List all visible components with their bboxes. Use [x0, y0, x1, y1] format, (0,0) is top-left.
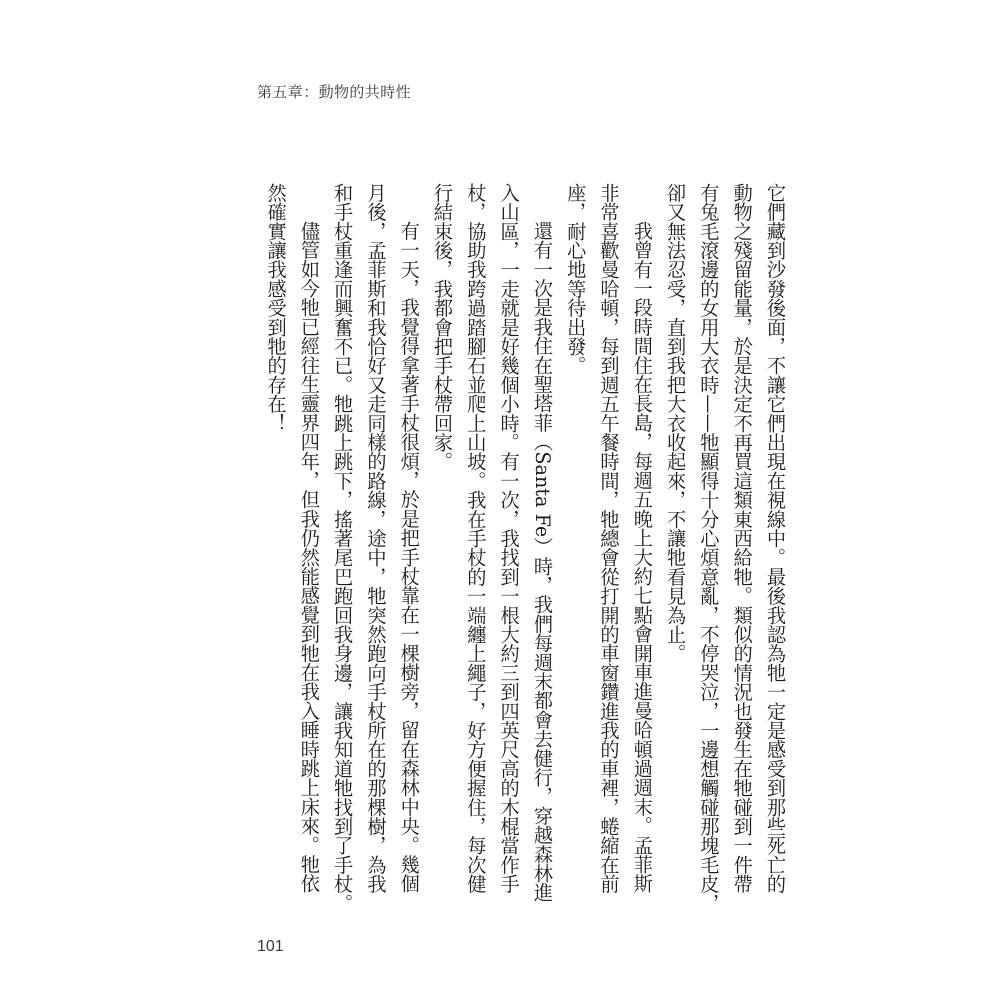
text-line: 然確實讓我感受到牠的存在！ — [264, 183, 288, 433]
text-line: 入山區，一走就是好幾個小時。有一次，我找到一根大約三到四英尺高的木棍當作手 — [497, 183, 521, 894]
body-text — [259, 183, 792, 923]
text-line: 儘管如今牠已經往生靈界四年，但我仍然能感覺到牠在我入睡時跳上床來。牠依 — [297, 221, 321, 894]
paragraph — [659, 183, 792, 923]
text-line: 它們藏到沙發後面，不讓它們出現在視線中。最後我認為牠一定是感受到那些死亡的 — [764, 183, 787, 894]
text-line: 杖，協助我跨過踏腳石並爬上山坡。我在手杖的一端纏上繩子，好方便握住，每次健 — [464, 183, 488, 894]
text-line: 我曾有一段時間住在長島，每週五晚上大約七點會開車進曼哈頓過週末。孟菲斯 — [630, 221, 654, 894]
text-line: 有兔毛滾邊的女用大衣時——牠顯得十分心煩意亂，不停哭泣，一邊想觸碰那塊毛皮， — [697, 183, 721, 913]
paragraph — [559, 183, 659, 923]
text-line: 有一天，我覺得拿著手杖很煩，於是把手杖靠在一棵樹旁，留在森林中央。幾個 — [397, 221, 421, 894]
page-number: 101 — [257, 938, 284, 955]
text-line: 座，耐心地等待出發。 — [564, 183, 588, 375]
paragraph — [426, 183, 559, 923]
text-line: 卻又無法忍受，直到我把大衣收起來，不讓牠看見為止。 — [664, 183, 688, 663]
text-line: 和手杖重逢而興奮不已。牠跳上跳下，搖著尾巴跑回我身邊，讓我知道牠找到了手杖。 — [331, 183, 355, 913]
paragraph — [326, 183, 426, 923]
paragraph — [259, 183, 326, 923]
text-line: 還有一次是我住在聖塔菲（Santa Fe）時，我們每週末都會去健行，穿越森林進 — [530, 221, 554, 903]
chapter-title: 第五章：動物的共時性 — [257, 83, 412, 101]
text-line: 月後，孟菲斯和我恰好又走同樣的路線，途中，牠突然跑向手杖所在的那棵樹，為我 — [364, 183, 388, 894]
text-line: 行結束後，我都會把手杖帶回家。 — [431, 183, 455, 471]
text-line: 非常喜歡曼哈頓，每到週五午餐時間，牠總會從打開的車窗鑽進我的車裡，蜷縮在前 — [597, 183, 621, 894]
text-line: 動物之殘留能量，於是決定不再買這類東西給牠。類似的情況也發生在牠碰到一件帶 — [730, 183, 754, 894]
